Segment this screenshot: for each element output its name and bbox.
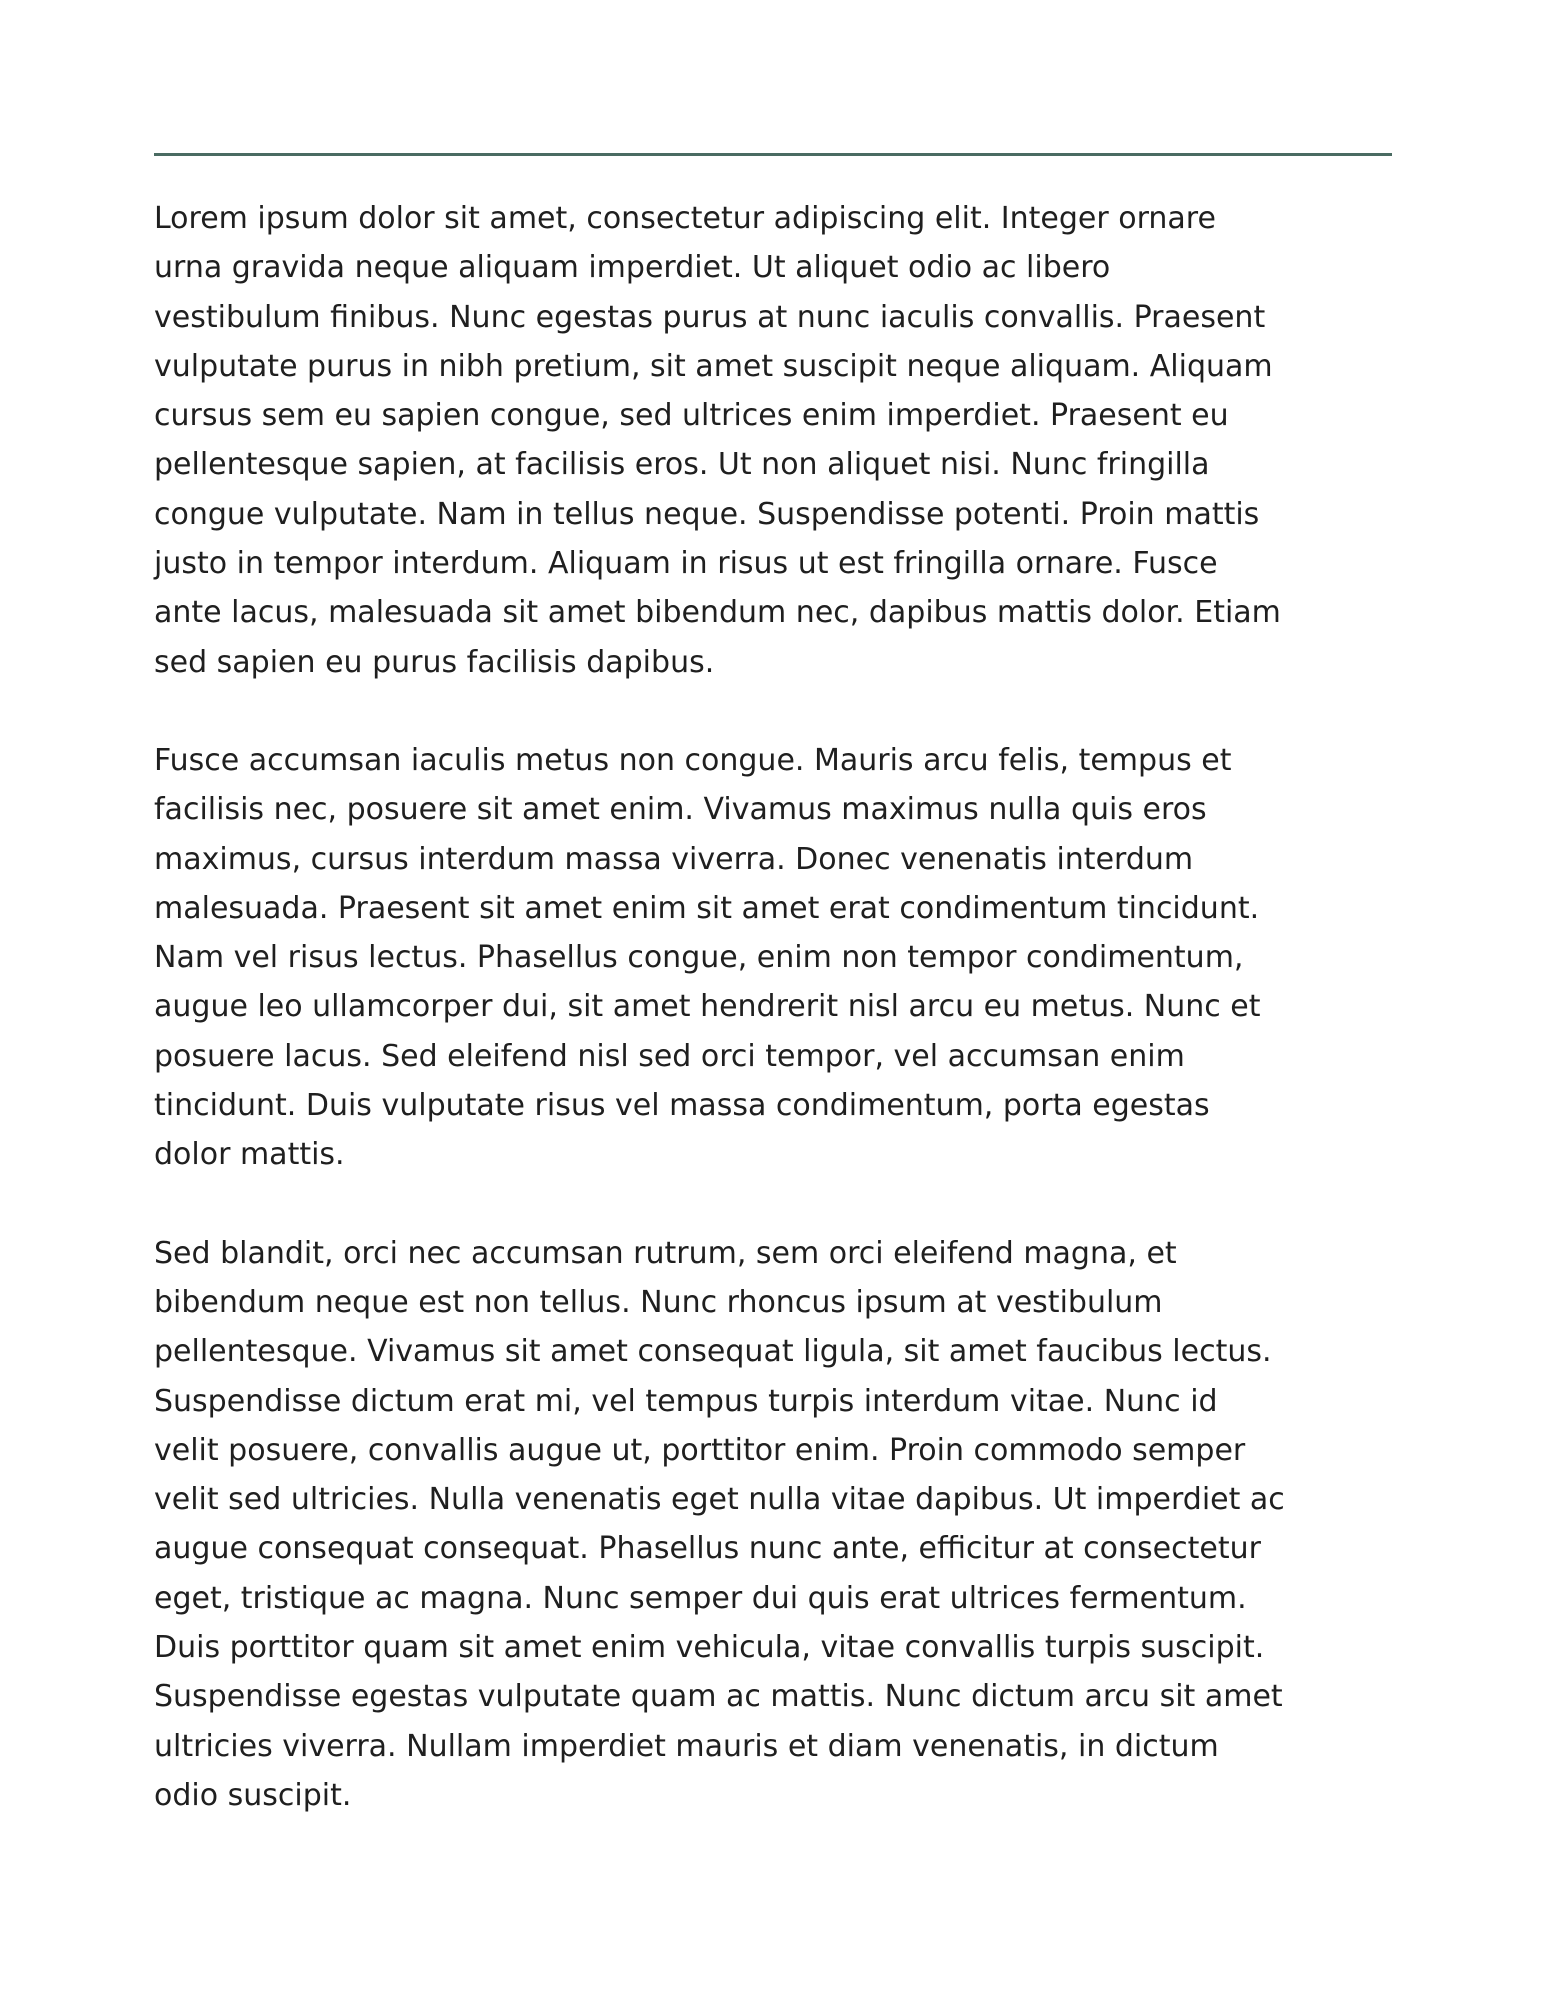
text-line: tincidunt. Duis vulputate risus vel massa condimentum, porta egestas	[154, 1088, 1210, 1124]
text-line: dolor mattis.	[154, 1137, 345, 1173]
text-line: Fusce accumsan iaculis metus non congue. Mauris arcu felis, tempus et	[154, 742, 1232, 778]
text-line: velit posuere, convallis augue ut, porttitor enim. Proin commodo semper	[154, 1432, 1246, 1468]
text-line: vestibulum finibus. Nunc egestas purus at nunc iaculis convallis. Praesent	[154, 299, 1266, 335]
text-line: augue leo ullamcorper dui, sit amet hendrerit nisl arcu eu metus. Nunc et	[154, 989, 1261, 1025]
text-line: cursus sem eu sapien congue, sed ultrices enim imperdiet. Praesent eu	[154, 398, 1229, 434]
text-line: Sed blandit, orci nec accumsan rutrum, sem orci eleifend magna, et	[154, 1235, 1177, 1271]
text-line: Lorem ipsum dolor sit amet, consectetur adipiscing elit. Integer ornare	[154, 201, 1216, 236]
text-line: congue vulputate. Nam in tellus neque. Suspendisse potenti. Proin mattis	[154, 496, 1260, 532]
text-line: facilisis nec, posuere sit amet enim. Vivamus maximus nulla quis eros	[154, 792, 1207, 828]
text-line: Suspendisse dictum erat mi, vel tempus turpis interdum vitae. Nunc id	[154, 1383, 1218, 1419]
text-line: pellentesque. Vivamus sit amet consequat ligula, sit amet faucibus lectus.	[154, 1334, 1272, 1370]
text-line: velit sed ultricies. Nulla venenatis eget nulla vitae dapibus. Ut imperdiet ac	[154, 1482, 1285, 1518]
text-line: malesuada. Praesent sit amet enim sit amet erat condimentum tincidunt.	[154, 890, 1260, 926]
header-divider	[154, 153, 1392, 156]
text-line: ultricies viverra. Nullam imperdiet mauris et diam venenatis, in dictum	[154, 1728, 1219, 1764]
text-line: Nam vel risus lectus. Phasellus congue, enim non tempor condimentum,	[154, 940, 1244, 976]
text-line: pellentesque sapien, at facilisis eros. Ut non aliquet nisi. Nunc fringilla	[154, 447, 1210, 483]
text-line: justo in tempor interdum. Aliquam in risus ut est fringilla ornare. Fusce	[154, 546, 1218, 582]
text-line: bibendum neque est non tellus. Nunc rhoncus ipsum at vestibulum	[154, 1284, 1163, 1320]
text-line: maximus, cursus interdum massa viverra. Donec venenatis interdum	[154, 841, 1194, 877]
text-line: ante lacus, malesuada sit amet bibendum nec, dapibus mattis dolor. Etiam	[154, 595, 1281, 631]
text-line: eget, tristique ac magna. Nunc semper dui quis erat ultrices fermentum.	[154, 1580, 1247, 1616]
text-line: augue consequat consequat. Phasellus nunc ante, efficitur at consectetur	[154, 1531, 1261, 1567]
text-line: sed sapien eu purus facilisis dapibus.	[154, 644, 715, 680]
text-line: Suspendisse egestas vulputate quam ac mattis. Nunc dictum arcu sit amet	[154, 1679, 1283, 1715]
text-line: odio suscipit.	[154, 1777, 352, 1813]
text-line: Duis porttitor quam sit amet enim vehicula, vitae convallis turpis suscipit.	[154, 1630, 1265, 1666]
body-text	[154, 194, 1399, 1820]
text-line: vulputate purus in nibh pretium, sit amet suscipit neque aliquam. Aliquam	[154, 348, 1273, 384]
text-line: posuere lacus. Sed eleifend nisl sed orci tempor, vel accumsan enim	[154, 1038, 1185, 1074]
paragraph-1	[154, 194, 1399, 687]
paragraph-2	[154, 736, 1399, 1180]
text-line: urna gravida neque aliquam imperdiet. Ut aliquet odio ac libero	[154, 250, 1111, 286]
paragraph-3	[154, 1229, 1399, 1821]
